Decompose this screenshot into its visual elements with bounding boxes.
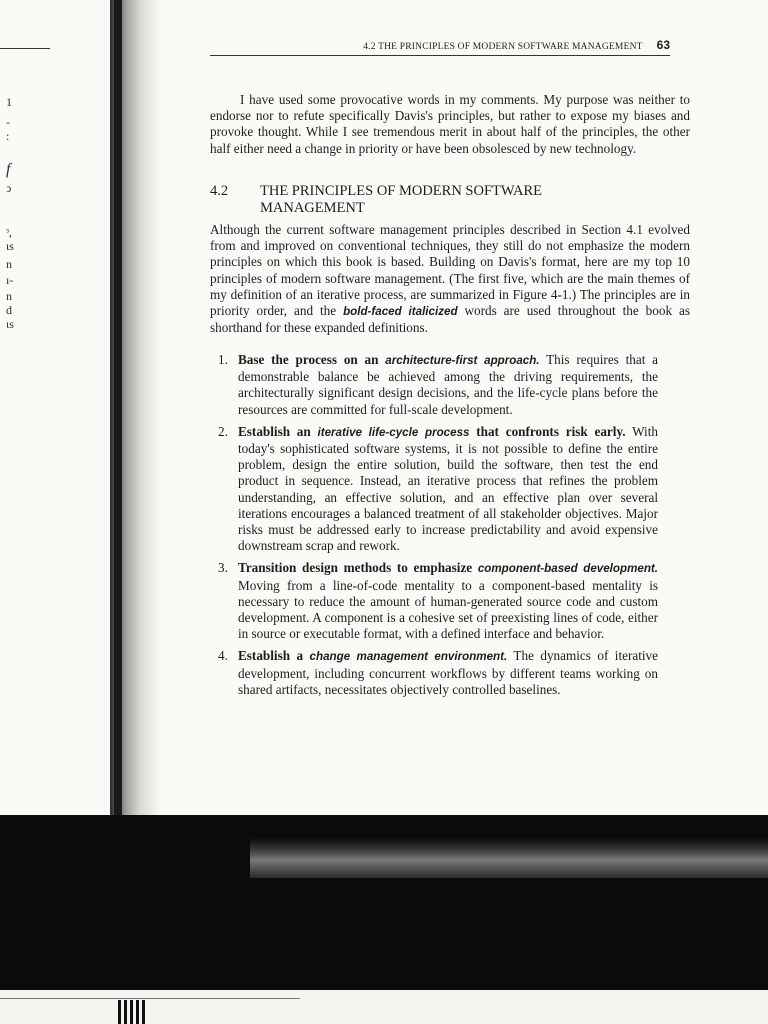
principles-list [218, 352, 658, 704]
margin-glyph: - [6, 115, 10, 129]
margin-glyph: 1 [6, 95, 12, 109]
running-title: 4.2 THE PRINCIPLES OF MODERN SOFTWARE MANAGEMENT [363, 42, 643, 52]
list-item [218, 648, 658, 698]
scan-binding-mark [118, 1000, 148, 1024]
margin-glyph: f [6, 161, 11, 178]
item-term: iterative life-cycle process [317, 425, 470, 439]
item-term: architecture-first approach. [385, 354, 540, 367]
section-number: 4.2 [210, 183, 229, 199]
emphasis-term: bold-faced italicized [343, 305, 458, 319]
next-page-edge [250, 838, 768, 878]
item-number: 3. [218, 560, 228, 576]
item-text: Moving from a line-of-code mentality to a component-based mentality is necessary to reduce the amount of human-generated source code and custom development. A component is a cohesive set of preexisting lines of code, either in source or executable format, with a defined interface and behavior. [238, 577, 658, 642]
page-number: 63 [656, 38, 670, 52]
margin-glyph: : [6, 129, 10, 143]
margin-glyph: n [6, 257, 12, 271]
item-number: 1. [218, 352, 228, 367]
scan-bottom-margin [0, 990, 768, 1024]
margin-glyph: ɩs [6, 239, 14, 253]
item-lead: Base the process on an [238, 352, 386, 367]
facing-page-rule [0, 48, 50, 49]
running-header [210, 38, 670, 56]
margin-glyph: ı- [6, 273, 14, 287]
section-paragraph-text: Although the current software management principles described in Section 4.1 evolved from and improved on conventional techniques, they still do not emphasize the modern principles on which this book is based. Building on Davis's format, here are my top 10 principles of modern software management. (The first five, which are the main themes of my definition of an iterative process, are summarized in Figure 4-1.) The principles are in priority order, and the [210, 222, 690, 319]
item-lead: Transition design methods to emphasize [238, 560, 478, 576]
scan-bottom-rule [0, 998, 300, 999]
list-item [218, 424, 658, 555]
margin-glyph: ᵌ, [6, 225, 12, 239]
item-lead: Establish an [238, 423, 318, 439]
item-text: The dynamics of iterative development, including concurrent workflows by different teams working on shared artifacts, necessitates objectively controlled baselines. [238, 648, 658, 697]
list-item [218, 560, 658, 642]
margin-glyph: ↄ [6, 181, 12, 195]
intro-paragraph: I have used some provocative words in my comments. My purpose was neither to endorse nor to refute specifically Davis's principles, but rather to expose my biases and provoke thought. While I see tremendous merit in about half of the principles, the other half either need a change in priority or have been obsolesced by new technology. [210, 92, 690, 156]
section-paragraph-text: words are used throughout the book as shorthand for these expanded definitions. [210, 303, 690, 336]
section-heading [210, 183, 630, 217]
section-title: THE PRINCIPLES OF MODERN SOFTWARE MANAGEMENT [260, 183, 542, 216]
list-item [218, 352, 658, 418]
item-term: change management environment. [309, 650, 508, 664]
margin-glyph: d [6, 303, 12, 317]
margin-glyph: ɩs [6, 317, 14, 331]
item-number: 4. [218, 648, 228, 664]
item-text: With today's sophisticated software systems, it is not possible to define the entire problem, design the entire solution, build the software, then test the end product in sequence. Instead, an iterative process that refines the problem understanding, an effective solution, and an effective plan over several iterations encourages a balanced treatment of all stakeholder objectives. Major risks must be addressed early to increase predictability and avoid expensive downstream scrap and rework. [238, 423, 658, 554]
item-lead: Establish a [238, 648, 310, 664]
item-lead-after: that confronts risk early. [469, 423, 626, 439]
section-paragraph [210, 222, 690, 336]
item-number: 2. [218, 423, 228, 439]
page-gutter [114, 0, 122, 830]
item-text: This requires that a demonstrable balance be achieved among the driving requirements, the architecturally significant design decisions, and the life-cycle plans before the resources are committed for full-scale development. [238, 352, 659, 417]
margin-glyph: n [6, 289, 12, 303]
item-term: component-based development. [477, 562, 658, 576]
